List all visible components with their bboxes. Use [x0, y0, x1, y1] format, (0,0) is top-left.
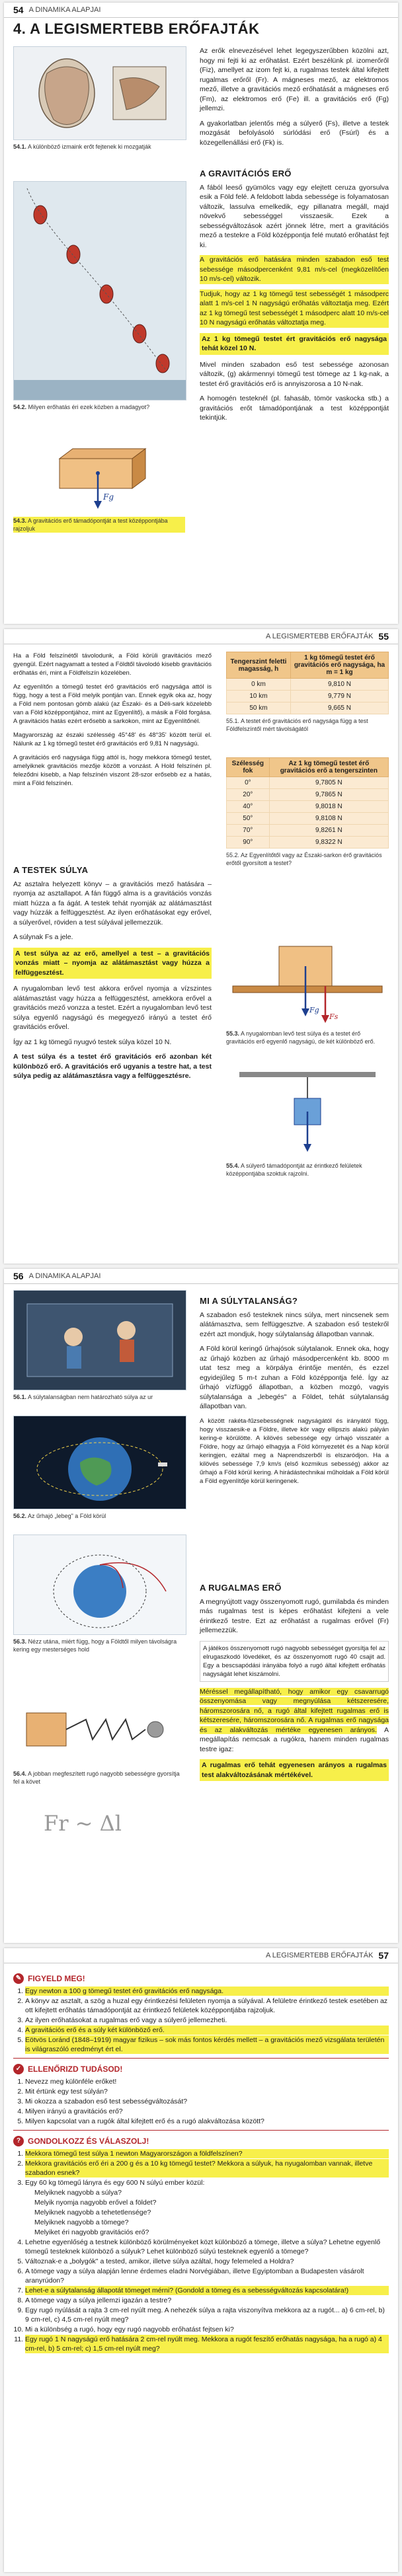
- figure-caption: 56.4. A jobban megfeszített rugó nagyobb sebességre gyorsítja fel a követ: [13, 1770, 180, 1785]
- bungee-figure: [13, 181, 186, 400]
- bungee-illustration: [14, 182, 186, 400]
- list-item: 5. Változnak-e a „bolygók" a tested, amikor, illetve súlya azáltal, hogy felemeled a Holdra?: [25, 2257, 389, 2266]
- list-item: 8. A tömege vagy a súlya jellemzi igazán a testre?: [25, 2296, 389, 2305]
- earth-orbit-illustration: [14, 1416, 186, 1509]
- list-item: 3. Egy 60 kg tömegű lányra és egy 600 N súlyú ember közül: Melyiknek nagyobb a súlya? Melyik nyomja nagyobb erővel a földet? Melyiknek nagyobb a tehetetlensége? Melyiknek nagyobb a tömege? Melyiket éri nagyobb gravitációs erő?: [25, 2178, 389, 2237]
- list-item: 4. Lehetne egyenlőség a testnek különböző körülményeket közt különböző a tömege, illetve a súlya? Lehetne egyenlő tömegű testeknek különböző a súlyuk? Lehet különböző súlyú testeknek egyenlő a tömege?: [25, 2238, 389, 2256]
- observe-heading: ✎ FIGYELD MEG!: [13, 1973, 389, 1984]
- box-on-table-diagram: [226, 920, 389, 1026]
- page-56: [4, 1269, 398, 1943]
- list-item: 5. Milyen kapcsolat van a rugók által kifejtett erő és a rugó alakváltozása között?: [25, 2117, 389, 2126]
- list-item: 1. Nevezz meg különféle erőket!: [25, 2077, 389, 2086]
- think-heading: ? GONDOLKOZZ ÉS VÁLASZOLJ!: [13, 2136, 389, 2146]
- fg-label: Fg: [103, 492, 114, 502]
- hanging-weight-diagram: [226, 1065, 389, 1158]
- think-icon: ?: [13, 2136, 24, 2146]
- figure-caption: 54.2. Milyen erőhatás éri ezek közben a madagyot?: [13, 404, 150, 410]
- hanging-diagram: [226, 1065, 389, 1158]
- page-header: [4, 629, 398, 644]
- exercises: [13, 1968, 389, 2354]
- space-station-illustration: [14, 1291, 186, 1390]
- page-header: [4, 1948, 398, 1963]
- sub-item: Melyiknek nagyobb a tömege?: [34, 2218, 129, 2226]
- list-item: 11. Egy rugó 1 N nagyságú erő hatására 2 cm-rel nyúlt meg. Mekkora a rugót feszítő erőhatás nagysága, ha a rugó a) 4 cm-rel, b) 5 cm-rel; c) 1,5 cm-rel nyúlt meg?: [25, 2335, 389, 2353]
- list-item: 7. Lehet-e a súlytalanság állapotát tömeget mérni? (Gondold a tömeg és a sebességváltozás kapcsolatára!): [25, 2286, 389, 2295]
- chapter-title: 4. A LEGISMERTEBB ERŐFAJTÁK: [13, 20, 260, 37]
- intro-text: Az erők elnevezésével lehet legegyszerűbben közölni azt, hogy mi fejti ki az erőhatást. Ezért beszélünk pl. izomerőről (Fiz), amellyet az izom fejt ki, a rugalmas testek által kifejtett rugalmas erőről (Fr). A mágneses mező, az elektromos mező, illetve a gravitációs mező erőhatását a mágneses erő (Fm), az elektromos erő (Fe) ill. a gravitációs erő (Fg) jellemzi. A gyakorlatban jelentős még a súlyerő (Fs), illetve a testek mozgását befolyásoló súrlódási erő (Fsúrl) és a közegellenállási erő (Fk) is.: [200, 47, 389, 147]
- page-number: 54: [13, 5, 24, 15]
- section-title: A RUGALMAS ERŐ: [200, 1583, 282, 1593]
- page-57: [4, 1948, 398, 2572]
- orbit-figure: [13, 1416, 186, 1509]
- section-title: MI A SÚLYTALANSÁG?: [200, 1296, 298, 1306]
- check-list: [13, 2077, 389, 2126]
- table-caption: 55.1. A testet érő gravitációs erő nagysága függ a test Földfelszíntől mért távolságától: [226, 718, 368, 732]
- slingshot-figure: [13, 1680, 185, 1766]
- page-header: [4, 3, 398, 18]
- running-head: A LEGISMERTEBB ERŐFAJTÁK: [266, 1951, 374, 1959]
- figure-caption: 55.4. A súlyerő támadópontját az érintkező felületek középpontjába szoktuk rajzolni.: [226, 1162, 362, 1177]
- weight-diagram: [226, 920, 389, 1026]
- muscle-figure: [13, 46, 186, 140]
- think-list: [13, 2149, 389, 2353]
- observe-list: [13, 1987, 389, 2054]
- running-head: A LEGISMERTEBB ERŐFAJTÁK: [266, 632, 374, 640]
- sub-item: Melyiket éri nagyobb gravitációs erő?: [34, 2228, 149, 2236]
- list-item: 4. Milyen irányú a gravitációs erő?: [25, 2107, 389, 2116]
- hooke-formula: Fr ~ Δl: [44, 1811, 122, 1836]
- list-item: 1. Egy newton a 100 g tömegű testet érő gravitációs erő nagysága.: [25, 1987, 389, 1996]
- section-title: A GRAVITÁCIÓS ERŐ: [200, 169, 292, 178]
- list-item: 2. Mit értünk egy test súlyán?: [25, 2087, 389, 2096]
- check-icon: ✓: [13, 2064, 24, 2074]
- list-item: 10. Mi a különbség a rugó, hogy egy rugó nagyobb erőhatást fejtsen ki?: [25, 2325, 389, 2334]
- list-item: 2. Mekkora gravitációs erő éri a 200 g és a 10 kg tömegű testet? Mekkora a súlyuk, ha nyugalomban vannak, illetve szabadon esnek?: [25, 2159, 389, 2178]
- block-force-diagram: [13, 432, 185, 511]
- section-title: A TESTEK SÚLYA: [13, 865, 89, 875]
- list-item: 6. A tömege vagy a súlya alapján lenne érdemes eladni Norvégiában, illetve Egyiptomban a Budapesten vásárolt aranyrúdon?: [25, 2267, 389, 2285]
- page-header: [4, 1269, 398, 1284]
- figure-caption: 56.2. Az űrhajó „lebeg" a Föld körül: [13, 1513, 106, 1519]
- figure-caption: 54.1. A különböző izmaink erőt fejtenek ki mozgatják: [13, 143, 151, 150]
- list-item: 1. Mekkora tömegű test súlya 1 newton Magyarországon a földfelszínen?: [25, 2149, 389, 2158]
- page-55: [4, 629, 398, 1264]
- check-heading: ✓ ELLENŐRIZD TUDÁSOD!: [13, 2064, 389, 2074]
- fg-label: Fg: [309, 1006, 319, 1014]
- altitude-table: Tengerszint feletti magasság, h 1 kg tömegű testet érő gravitációs erő nagysága, ha m = 1 kg 0 km 9,810 N 10 km 9,779 N 50 km 9,665 N 55.1. A testet érő gravitációs erő nagysága függ a test Földfelszíntől mért távolságától: [226, 652, 389, 733]
- sub-item: Melyiknek nagyobb a súlya?: [34, 2189, 122, 2197]
- fs-label: Fs: [329, 1012, 339, 1021]
- table-caption: 55.2. Az Egyenlítőtől vagy az Északi-sarkon érő gravitációs erőtől gyorsított a testet?: [226, 852, 382, 866]
- figure-caption: 55.3. A nyugalomban levő test súlya és a testet érő gravitációs erő egyenlő nagyságú, de két különböző erő.: [226, 1030, 376, 1045]
- muscle-illustration: [14, 47, 186, 139]
- weight-section: A TESTEK SÚLYA Az asztalra helyezett könyv – a gravitációs mező hatására – nyomja az asztallapot. A fán függő alma is a gravitációs vonzás miatt húzza a fa ágát. A testek tehát nyomják az alátámasztást vagy húzzák a felfüggesztést. Az ilyen erőhatásokat egy erővel, a súlyerővel, röviden a test súlyával jellemezzük. A súlynak Fs a jele. A test súlya az az erő, amellyel a test – a gravitációs vonzás miatt – nyomja az alátámasztást vagy húzza a felfüggesztést. A nyugalomban levő test akkora erővel nyomja a vízszintes alátámasztást vagy húzza a felfüggesztést, amekkora erővel a gravitációs mező vonzza a testet. Ezért a nyugalomban levő test súlya egyenlő nagyságú és megegyező irányú a testet érő gravitációs erővel. Így az 1 kg tömegű nyugvó testek súlya közel 10 N. A test súlya és a testet érő gravitációs erő azonban két különböző erő. A gravitációs erő ugyanis a testre hat, a test súlya pedig az alátámasztásra vagy a felfüggesztésre.: [13, 865, 212, 1080]
- latitude-table: Szélesség fok Az 1 kg tömegű testet érő gravitációs erő a tengerszinten 0° 9,7805 N 20° 9,7865 N 40° 9,8018 N 50° 9,8108 N 70° 9,8261 N 90° 9,8322 N 55.2. Az Egyenlítőtől vagy az Északi-sarkon érő gravitációs erőtől gyorsított a testet?: [226, 757, 389, 867]
- page-54: [4, 3, 398, 624]
- running-head: A DINAMIKA ALAPJAI: [28, 1272, 101, 1280]
- slingshot-illustration: [13, 1680, 185, 1766]
- observe-icon: ✎: [13, 1973, 24, 1984]
- page-number: 55: [378, 631, 389, 642]
- astronaut-photo: [13, 1290, 186, 1390]
- left-column: Ha a Föld felszínétől távolodunk, a Föld körüli gravitációs mező gyengül. Ezért nagyamatt a tested a Földtől távolodó kisebb gravitációs erőhatás éri, mint a Földfelszín közelében. Az egyenlítőn a tömegű testet érő gravitációs erő nagysága attól is függ, hogy a test a Föld melyik pontján van. Ennek egyik oka az, hogy a Föld nem pontosan gömb alakú (az Északi- és a Déli-sark közelebb van a Föld középpontjához, mint az Egyenlítő), a másik a Föld forgása. A gravitációs hatás ezért erősebb a sarkokon, mint az Egyenlítőnél. Magyarország az északi szélesség 45°48' és 48°35' között terül el. Nálunk az 1 kg tömegű testet érő gravitációs erő 9,81 N nagyságú. A gravitációs erő nagysága függ attól is, hogy mekkora tömegű testet, amelyiknek gravitációs mezője között a vonzást. A Hold felszínén pl. feleződni kisebb, a Nap felszínén viszont 28-szor erősebb ez a hatás, mint a Föld felszínén.: [13, 652, 212, 787]
- page-number: 57: [378, 1950, 389, 1961]
- satellite-figure: [13, 1534, 186, 1635]
- elastic-section: A RUGALMAS ERŐ A megnyújtott vagy összenyomott rugó, gumilabda és minden más rugalmas test is képes erőhatást kifejteni a vele érintkező testre. Ezt az erőhatást a rugalmas erővel (Fr) jellemezzük. A játékos összenyomott rugó nagyobb sebességet gyorsítja fel az elrugaszkodó lövedéket, és az összenyomott rugó 40 csajit ad. Egy a bescsapódási irányába folyó a rugó által kifejtett erőhatás nagyságát lehet kiszámolni. Méréssel megállapítható, hogy amikor egy csavarrugó összenyomása vagy megnyúlása kétszeresére, háromszorosára nő, a rugó által kifejtett rugalmas erő is kétszeresére, háromszorosára nő. A rugalmas erő nagysága és az alakváltozás mértéke egyenesen arányos. A megállapítás nemcsak a rugókra, hanem minden rugalmas testre igaz: A rugalmas erő tehát egyenesen arányos a rugalmas test alakváltozásának mértékével.: [200, 1579, 389, 1786]
- list-item: 3. Az ilyen erőhatásokat a rugalmas erő vagy a súlyerő jellemezheti.: [25, 2016, 389, 2025]
- trajectories-illustration: [14, 1535, 186, 1634]
- sub-item: Melyik nyomja nagyobb erővel a földet?: [34, 2199, 157, 2207]
- list-item: 5. Eötvös Loránd (1848–1919) magyar fizikus – sok más fontos kérdés mellett – a gravitációs mező vizsgálata területén is világraszóló eredményt ért el.: [25, 2035, 389, 2054]
- gravity-section: A GRAVITÁCIÓS ERŐ A fából leeső gyümölcs vagy egy elejtett ceruza gyorsulva esik a Föld felé. A feldobott labda sebessége is folyamatosan változik, lassulva emelkedik, egy pillanatra megáll, majd növekvő sebességgel visszaesik. Ezek a sebességváltozások azért jönnek létre, mert a gravitációs mező a testekre a Föld középpontja felé mutató erőhatást fejt ki. A gravitációs erő hatására minden szabadon eső test sebessége másodpercenként 9,81 m/s-cel (megközelítően 10 m/s-cel) változik. Tudjuk, hogy az 1 kg tömegű test sebességét 1 másodperc alatt 1 m/s-cel 1 N nagyságú erőhatás változtatja meg. Ezért az 1 kg tömegű test sebességét 1 másodperc alatt 10 m/s-cel 10 N nagyságú erőhatás változtatja meg. Az 1 kg tömegű testet ért gravitációs erő nagysága tehát közel 10 N. Mivel minden szabadon eső test sebessége azonosan változik, (g) akármennyi tömegű test tömege az 1 kg-nak, a testet érő gravitációs erő is annyiszorosa a 10 N-nak. A homogén testeknél (pl. fahasáb, tömör vaskocka stb.) a gravitációs erőt támadópontjának a test középpontját tekintjük.: [200, 169, 389, 422]
- figure-caption: 56.3. Nézz utána, miért függ, hogy a Földtől milyen távolságra kering egy mesterséges hold: [13, 1638, 177, 1653]
- running-head: A DINAMIKA ALAPJAI: [28, 6, 101, 14]
- list-item: 2. A könyv az asztalt, a szög a huzal egy érintkezési felületen nyomja a súlyával. A felületre érintkező testek esetében az ott kifejtett erőhatás támadópontját az érintkező felületek középpontjába rajzoljuk.: [25, 1996, 389, 2015]
- wood-block-figure: [13, 432, 185, 511]
- figure-caption: 56.1. A súlytalanságban nem határozható súlya az ur: [13, 1394, 153, 1400]
- figure-caption: 54.3. A gravitációs erő támadópontját a test középpontjába rajzoljuk: [13, 517, 185, 533]
- page-number: 56: [13, 1271, 24, 1281]
- weightless-section: MI A SÚLYTALANSÁG? A szabadon eső testeknek nincs súlya, mert nincsenek sem alátámasztva, sem felfüggesztve. A szabadon eső testekről ezért azt mondjuk, hogy súlytalanság állapotban vannak. A Föld körül keringő űrhajósok súlytalanok. Ennek oka, hogy az űrhajó közben az űrhajó másodpercenként kb. 8000 m utat tesz meg a körpálya érintője mentén, és ezzel egyidejűleg 5 m-t zuhan a Föld középpontja felé. Így az űrhajó vízfüggő állapotban, a közben mozgó, vagyis súlytalansága a „lebegés" a Földet, tehát súlytalanság állapotban van. A között rakéta-fűzsebességnek nagyságától és irányától függ, hogy visszaesik-e a Földre, illetve kör vagy ellipszis alakú pályán kering-e körülötte. A kilövés sebessége egy úrhajó visszatér a Földre, hogy az űrhajó elhagyja a Föld környezetét és a Nap körül keringjen, ezáltal meg a Naprendszerből is elszaródjon. Ha a kilövés sebessége 7,9 km/s (első kozmikus sebesség) akkor az űrhajó a Föld körül kering. A hirádástechnikai műholdak a Föld körül a Föld egyenlítője körül keringenek.: [200, 1296, 389, 1485]
- list-item: 4. A gravitációs erő és a súly két különböző erő.: [25, 2026, 389, 2035]
- sub-item: Melyiknek nagyobb a tehetetlensége?: [34, 2209, 151, 2216]
- list-item: 3. Mi okozza a szabadon eső test sebességváltozását?: [25, 2097, 389, 2106]
- list-item: 9. Egy rugó nyúlását a rajta 3 cm-rel nyúlt meg. A nehezék súlya a rajta viszonyítva mekkora az a rugót... a) 6 cm-rel, b) 9 cm-rel, c) 4,5 cm-rel nyúlt meg?: [25, 2306, 389, 2324]
